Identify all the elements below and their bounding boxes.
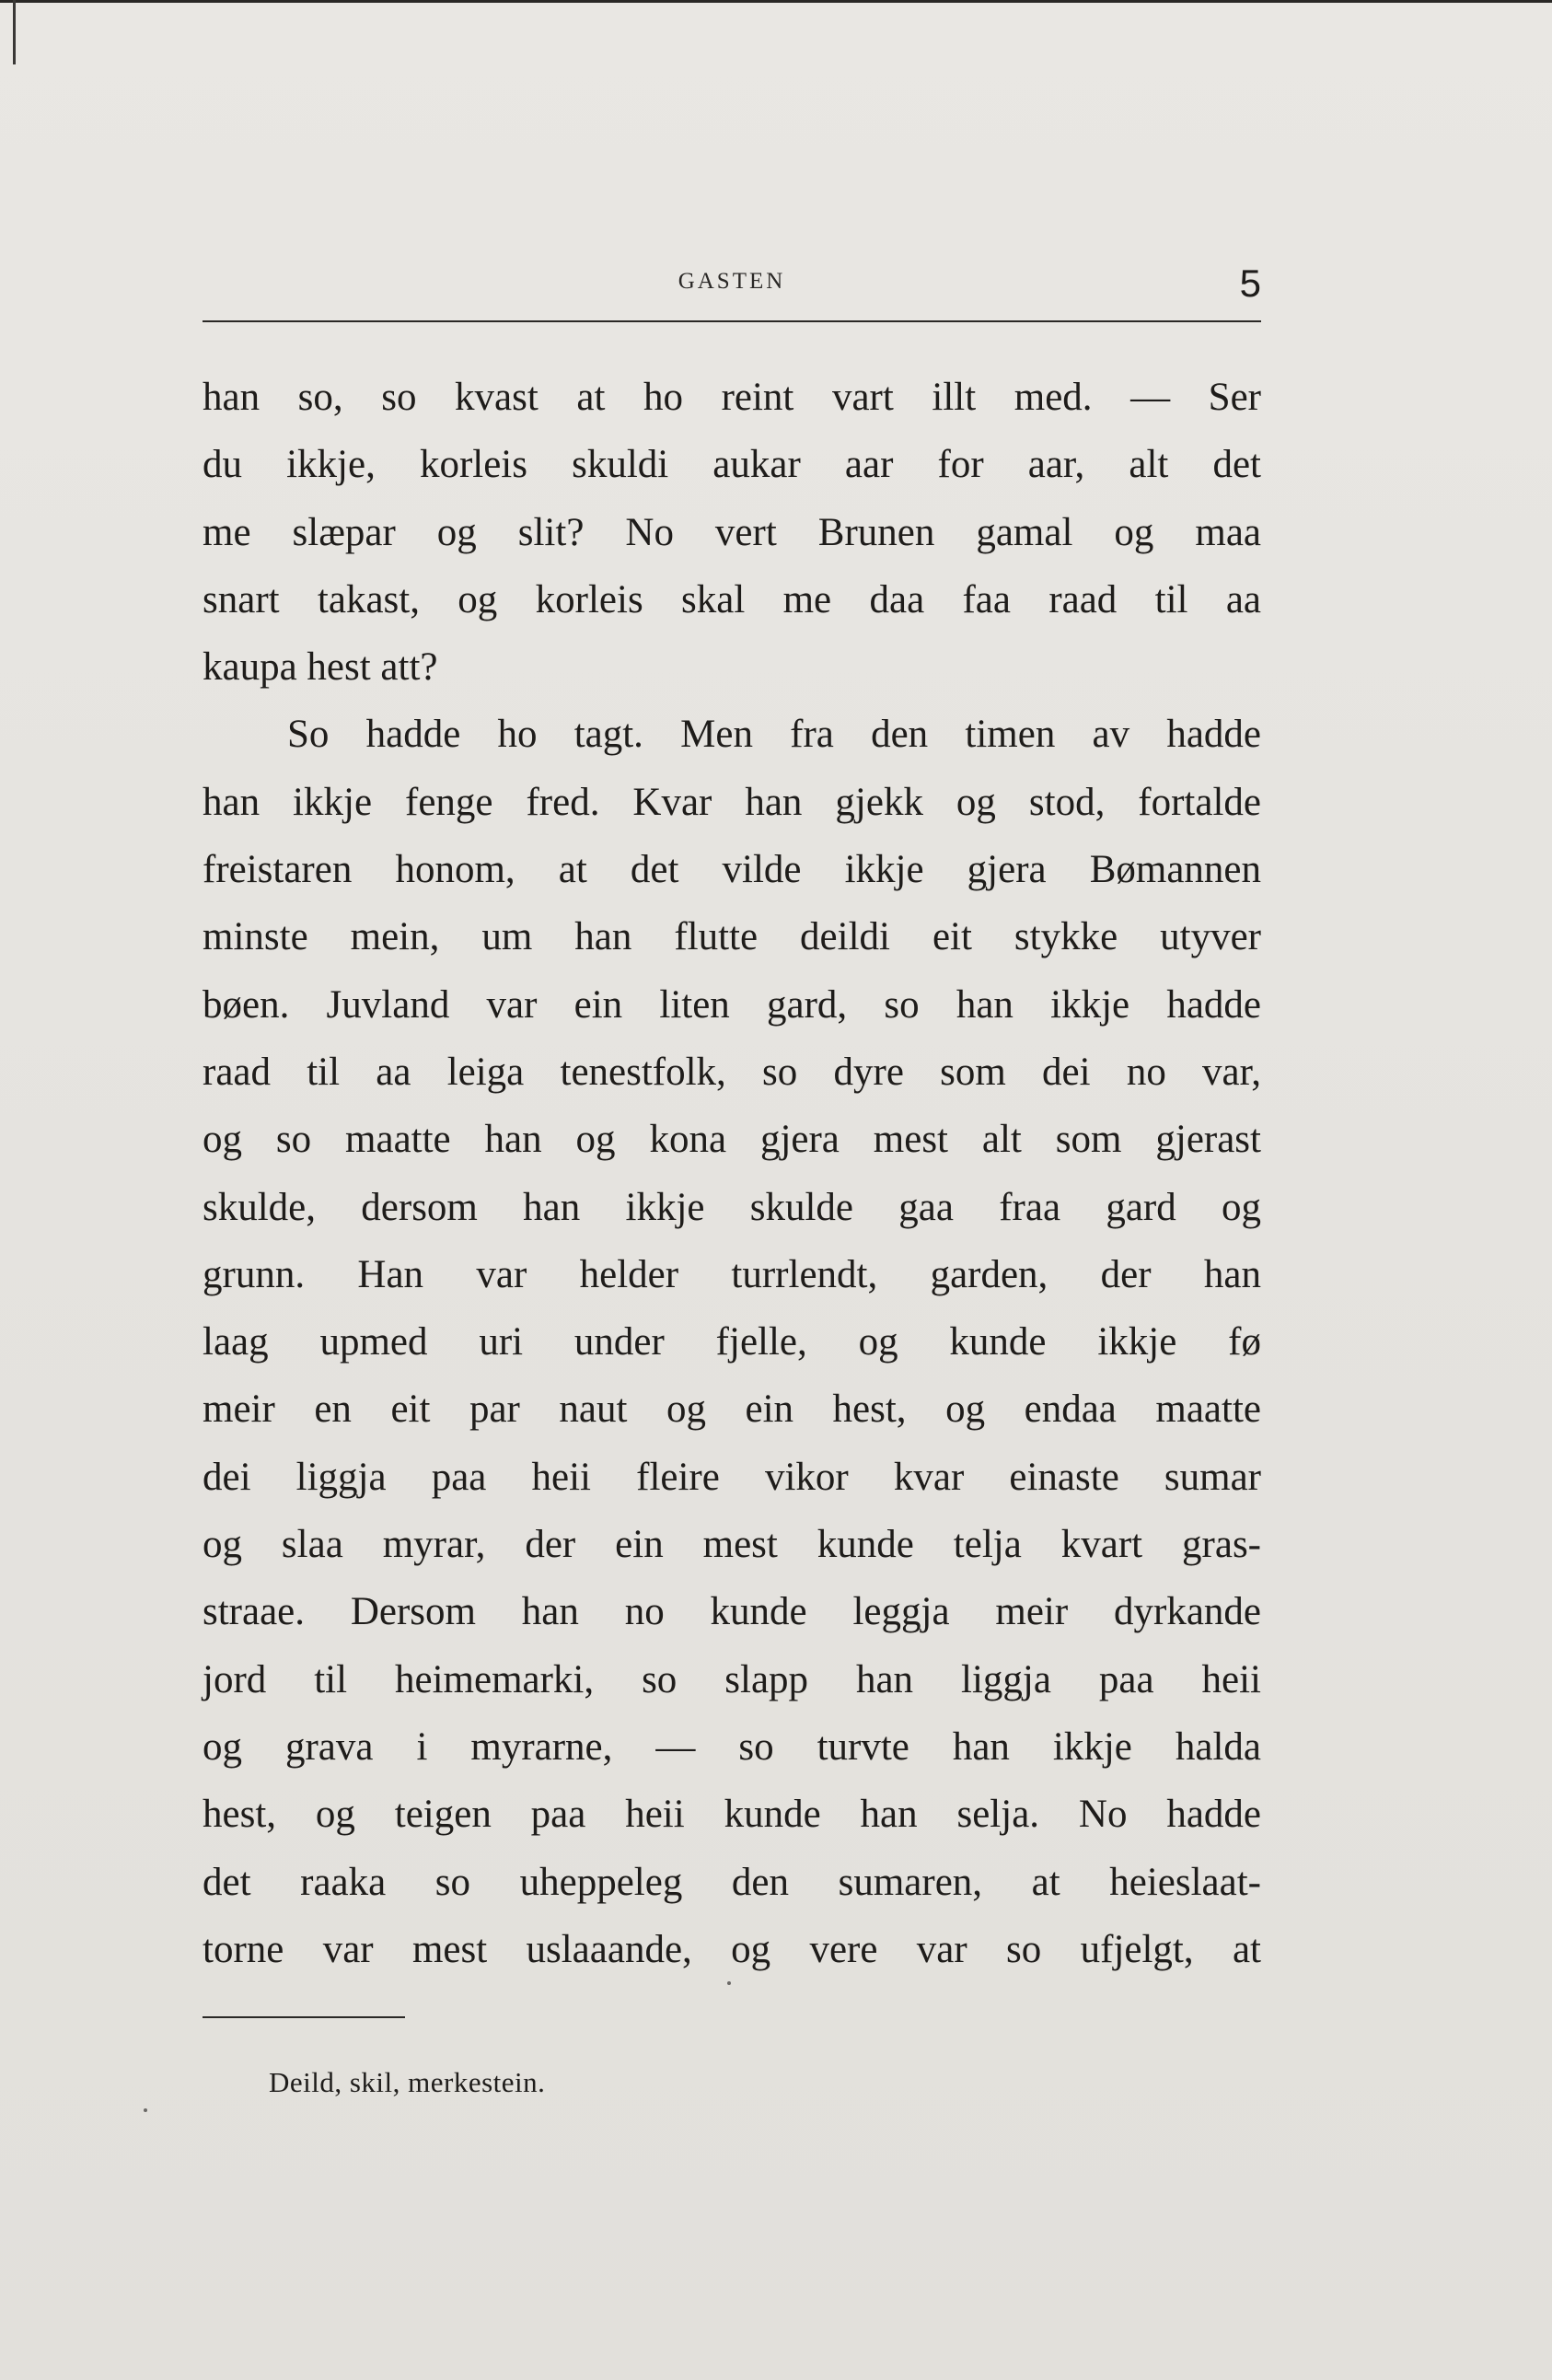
running-head — [203, 261, 1261, 311]
text-line: og grava i myrarne, — so turvte han ikkje halda — [203, 1724, 1261, 1769]
text-line: og so maatte han og kona gjera mest alt som gjerast — [203, 1118, 1261, 1162]
page-left-edge — [13, 0, 16, 64]
text-line: torne var mest uslaaande, og vere var so ufjelgt, at — [203, 1927, 1261, 1971]
text-line: han so, so kvast at ho reint vart illt med. — Ser — [203, 376, 1261, 419]
text-line: snart takast, og korleis skal me daa faa raad til aa — [203, 577, 1261, 621]
text-line: meir en eit par naut og ein hest, og endaa maatte — [203, 1387, 1261, 1432]
text-line: laag upmed uri under fjelle, og kunde ikkje fø — [203, 1320, 1261, 1364]
paper-speck — [144, 2108, 147, 2112]
text-line: og slaa myrar, der ein mest kunde telja kvart gras- — [203, 1523, 1261, 1567]
text-line: dei liggja paa heii fleire vikor kvar einaste sumar — [203, 1455, 1261, 1499]
text-line: bøen. Juvland var ein liten gard, so han ikkje hadde — [203, 982, 1261, 1027]
text-line: det raaka so uheppeleg den sumaren, at heieslaat- — [203, 1860, 1261, 1904]
footnote-rule — [203, 2016, 405, 2018]
footnote: Deild, skil, merkestein. — [269, 2066, 546, 2098]
text-line: han ikkje fenge fred. Kvar han gjekk og stod, fortalde — [203, 780, 1261, 824]
page-number: 5 — [1239, 261, 1261, 305]
text-line: hest, og teigen paa heii kunde han selja. No hadde — [203, 1793, 1261, 1837]
paper-speck — [727, 1981, 731, 1985]
header-rule — [203, 320, 1261, 322]
text-line: minste mein, um han flutte deildi eit stykke utyver — [203, 915, 1261, 959]
text-line: grunn. Han var helder turrlendt, garden, der han — [203, 1252, 1261, 1296]
body-text — [203, 364, 1261, 1983]
text-line: jord til heimemarki, so slapp han liggja paa heii — [203, 1657, 1261, 1701]
text-line: kaupa hest att? — [203, 645, 438, 690]
text-line: So hadde ho tagt. Men fra den timen av hadde — [287, 713, 1261, 757]
text-line: freistaren honom, at det vilde ikkje gjera Bømannen — [203, 848, 1261, 892]
text-line: straae. Dersom han no kunde leggja meir dyrkande — [203, 1590, 1261, 1634]
page-top-edge — [0, 0, 1552, 3]
running-title: GASTEN — [678, 269, 786, 294]
text-line: me slæpar og slit? No vert Brunen gamal og maa — [203, 510, 1261, 554]
text-line: raad til aa leiga tenestfolk, so dyre som dei no var, — [203, 1050, 1261, 1094]
text-line: skulde, dersom han ikkje skulde gaa fraa gard og — [203, 1185, 1261, 1229]
text-line: du ikkje, korleis skuldi aukar aar for aar, alt det — [203, 443, 1261, 487]
